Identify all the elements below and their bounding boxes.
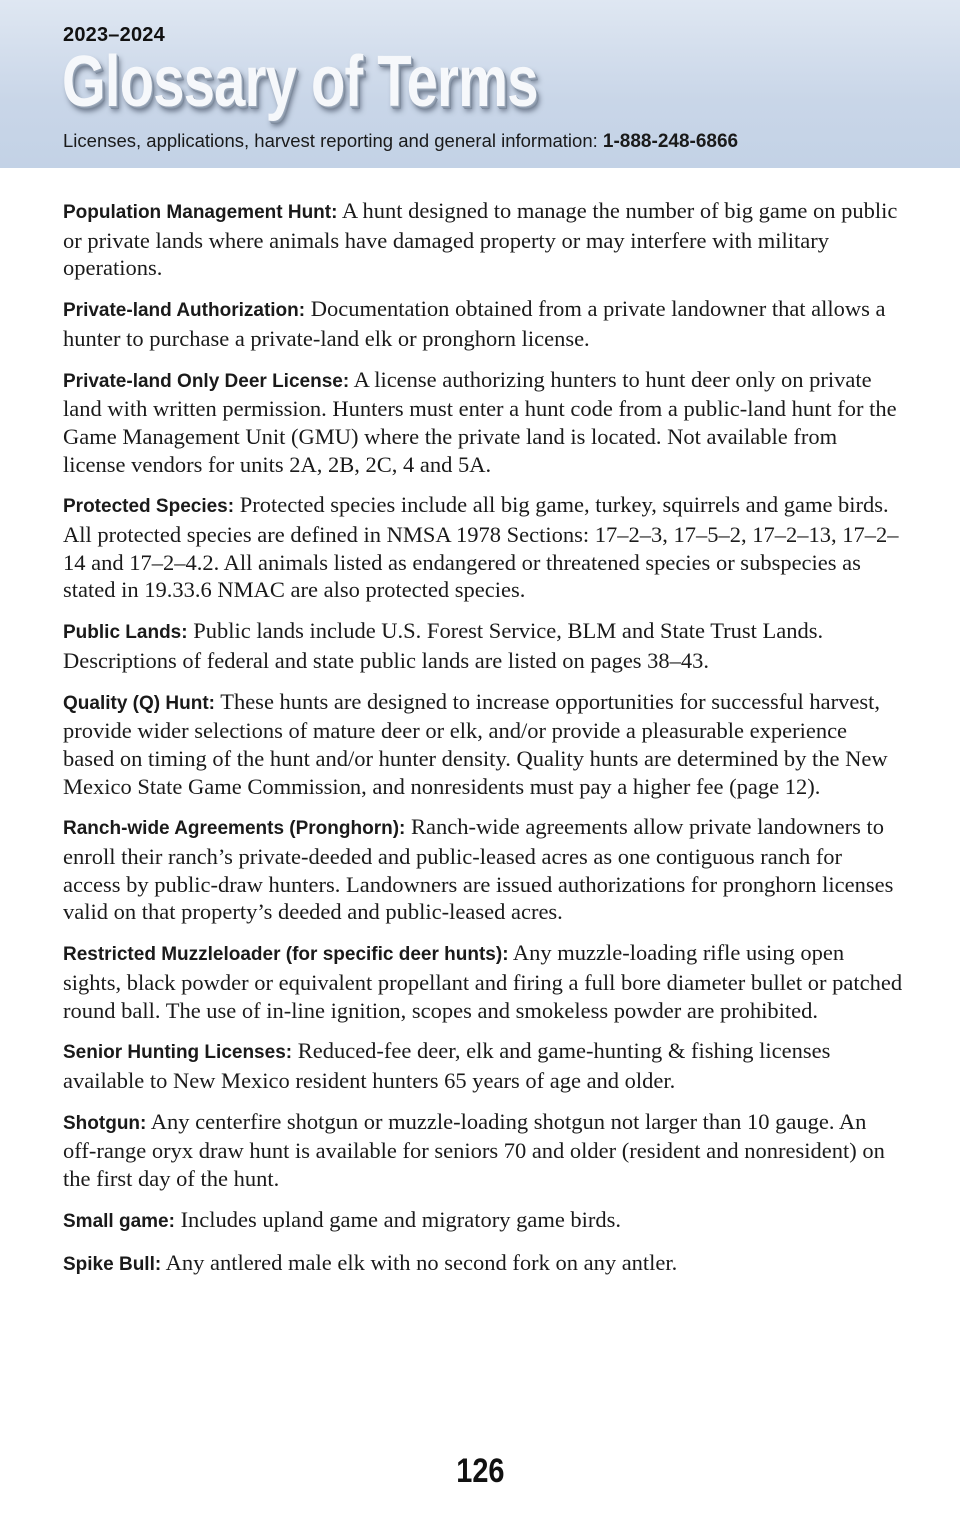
page-header	[0, 0, 960, 168]
page-number	[0, 1452, 960, 1491]
glossary-entry	[63, 688, 903, 801]
glossary-entry	[63, 1108, 903, 1193]
phone-number: 1-888-248-6866	[602, 131, 739, 152]
glossary-definition: A license authorizing hunters to hunt deer only on private land with written permission. Hunters must enter a hunt code from a public-land hunt for the Game Management Unit (GMU) where the private land is located. Not available from license vendors for units 2A, 2B, 2C, 4 and 5A.	[63, 366, 897, 477]
glossary-entry	[63, 1206, 903, 1236]
glossary-entry	[63, 1037, 903, 1094]
glossary-entry	[63, 617, 903, 674]
glossary-term: Private-land Only Deer License:	[63, 370, 350, 392]
glossary-definition: Ranch-wide agreements allow private landowners to enroll their ranch’s private-deeded and public-leased acres as one contiguous ranch for access by public-draw hunters. Landowners are issued authorizations for pronghorn licenses valid on that property’s deeded and public-leased acres.	[63, 814, 894, 925]
glossary-term: Restricted Muzzleloader (for specific deer hunts):	[63, 944, 509, 966]
glossary-definition: Protected species include all big game, turkey, squirrels and game birds. All protected species are defined in NMSA 1978 Sections: 17–2–3, 17–5–2, 17–2–13, 17–2–14 and 17–2–4.2. All animals listed as endangered or threatened species or subspecies as stated in 19.33.6 NMAC are also protected species.	[63, 492, 899, 603]
glossary-entry	[63, 366, 903, 479]
glossary-definition: Reduced-fee deer, elk and game-hunting & fishing licenses available to New Mexico resident hunters 65 years of age and older.	[63, 1038, 831, 1093]
edition-year: 2023–2024	[63, 24, 165, 46]
glossary-definition: Any antlered male elk with no second fork on any antler.	[165, 1249, 678, 1275]
page-title: Glossary of Terms	[62, 42, 538, 122]
glossary-definition: A hunt designed to manage the number of big game on public or private lands where animals have damaged property or may interfere with military operations.	[63, 198, 898, 281]
glossary-entry	[63, 1249, 903, 1279]
glossary-definition: Documentation obtained from a private landowner that allows a hunter to purchase a private-land elk or pronghorn license.	[63, 296, 886, 351]
glossary-entry	[63, 939, 903, 1024]
glossary-definition: Any centerfire shotgun or muzzle-loading shotgun not larger than 10 gauge. An off-range oryx draw hunt is available for seniors 70 and older (resident and nonresident) on the first day of the hunt.	[63, 1108, 885, 1192]
glossary-definition: Public lands include U.S. Forest Service, BLM and State Trust Lands. Descriptions of federal and state public lands are listed on pages 38–43.	[63, 618, 824, 673]
glossary-term: Private-land Authorization:	[63, 300, 306, 322]
glossary-entry	[63, 197, 903, 282]
glossary-term: Shotgun:	[63, 1112, 147, 1134]
glossary-term: Quality (Q) Hunt:	[63, 692, 215, 714]
page-number-text: 126	[455, 1452, 505, 1490]
glossary-entry	[63, 295, 903, 352]
glossary-term: Public Lands:	[63, 622, 188, 644]
glossary-definition: Includes upland game and migratory game birds.	[180, 1206, 622, 1232]
glossary-definition: These hunts are designed to increase opportunities for successful harvest, provide wider selections of mature deer or elk, and/or provide a pleasurable experience based on timing of the hunt and/or hunter density. Quality hunts are determined by the New Mexico State Game Commission, and nonresidents must pay a higher fee (page 12).	[63, 688, 888, 799]
glossary-entry	[63, 813, 903, 926]
glossary-term: Ranch-wide Agreements (Pronghorn):	[63, 818, 406, 840]
glossary-term: Protected Species:	[63, 496, 235, 518]
glossary-term: Spike Bull:	[63, 1253, 162, 1275]
contact-line	[63, 130, 738, 153]
glossary-list	[63, 197, 903, 1291]
glossary-term: Small game:	[63, 1210, 175, 1232]
glossary-definition: Any muzzle-loading rifle using open sights, black powder or equivalent propellant and firing a full bore diameter bullet or patched round ball. The use of in-line ignition, scopes and smokeless powder are prohibited.	[63, 940, 903, 1023]
glossary-term: Population Management Hunt:	[63, 202, 338, 223]
glossary-entry	[63, 491, 903, 604]
glossary-term: Senior Hunting Licenses:	[63, 1042, 293, 1064]
contact-text: Licenses, applications, harvest reporting and general information:	[63, 130, 598, 151]
